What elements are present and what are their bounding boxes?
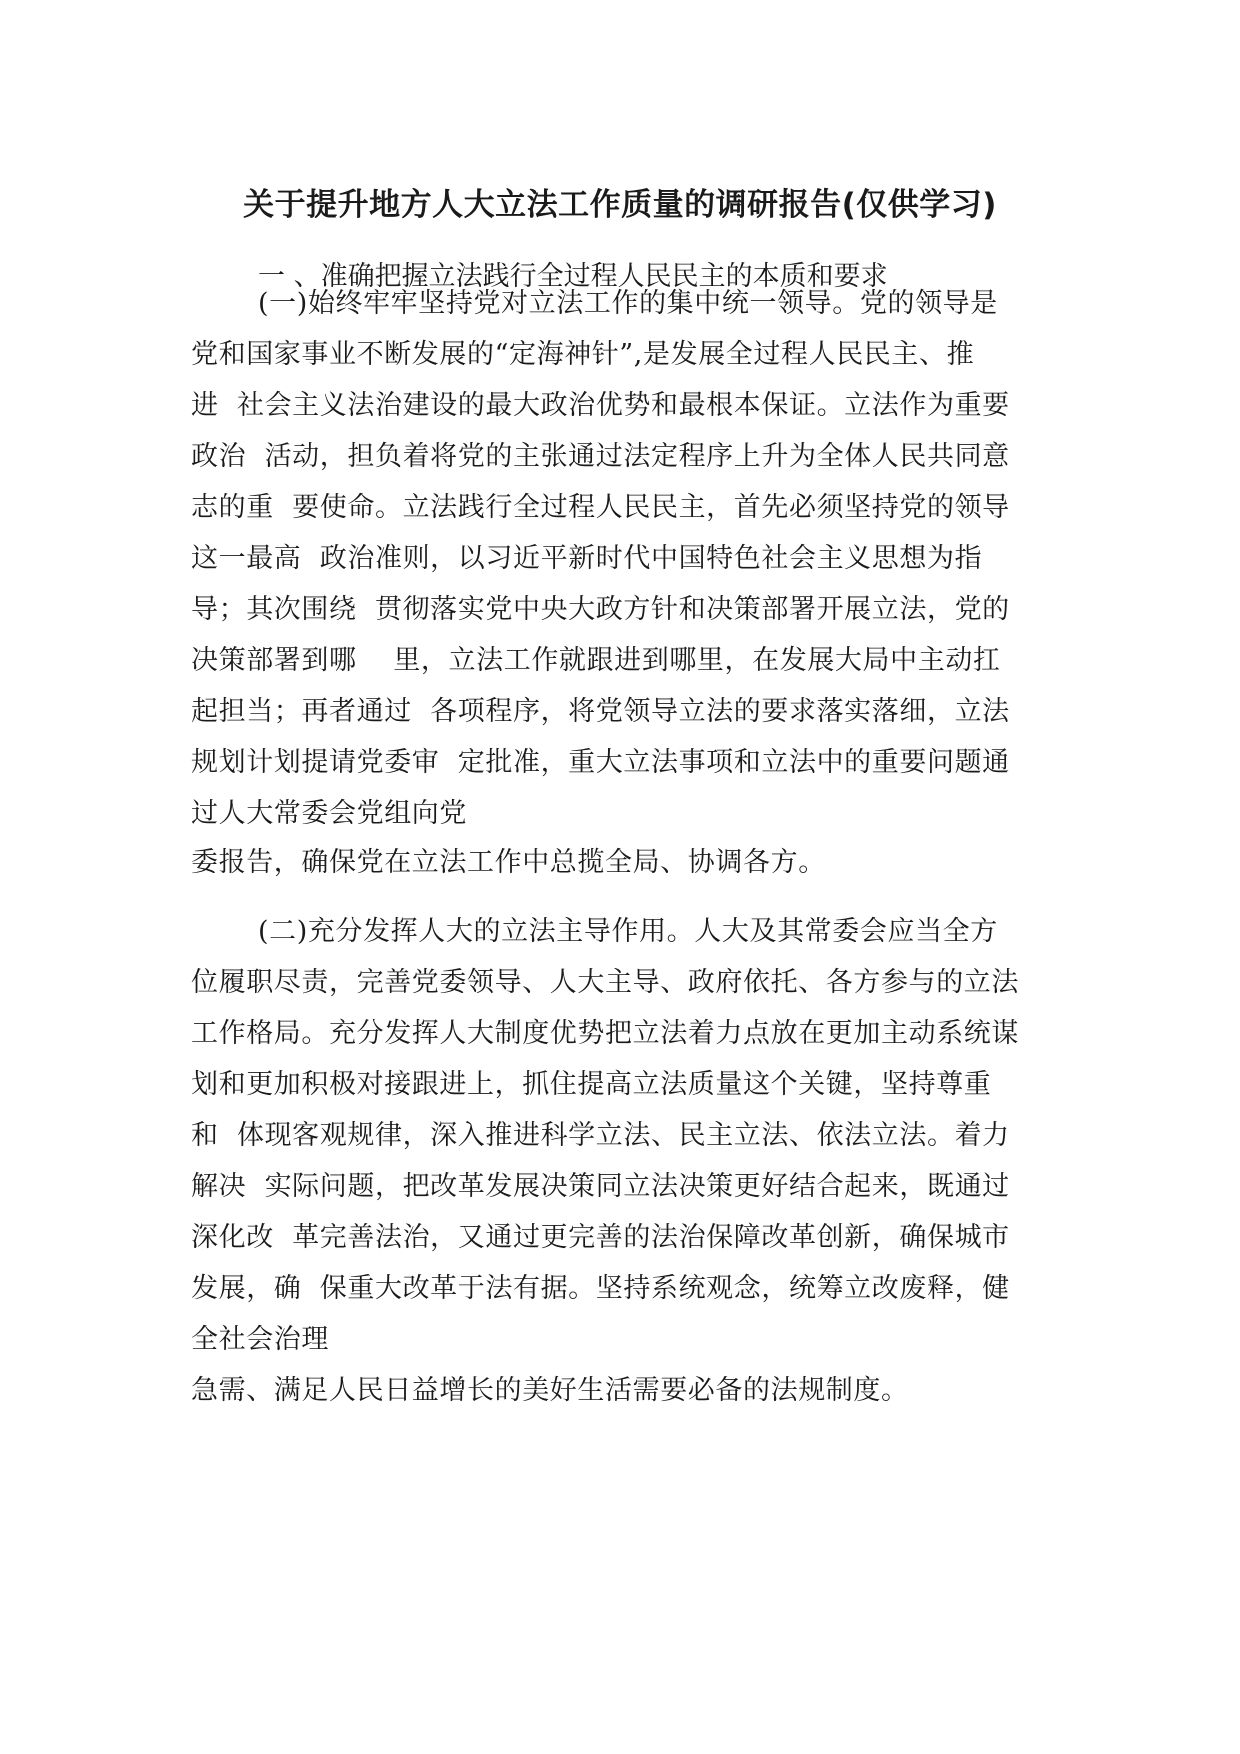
paragraph-1-line: 党和国家事业不断发展的“定海神针”,是发展全过程人民民主、推 (191, 339, 975, 370)
paragraph-1-line: 导；其次围绕 贯彻落实党中央大政方针和决策部署开展立法，党的 (191, 594, 1010, 625)
paragraph-1-line: 政治 活动，担负着将党的主张通过法定程序上升为全体人民共同意 (191, 441, 1010, 472)
paragraph-2-line: 工作格局。充分发挥人大制度优势把立法着力点放在更加主动系统谋 (191, 1018, 1019, 1049)
paragraph-2-line: 全社会治理 (191, 1324, 329, 1355)
paragraph-1-line: 起担当；再者通过 各项程序，将党领导立法的要求落实落细，立法 (191, 696, 1010, 727)
document-title: 关于提升地方人大立法工作质量的调研报告(仅供学习) (243, 187, 997, 223)
paragraph-2-line: 划和更加积极对接跟进上，抓住提高立法质量这个关键，坚持尊重 (191, 1069, 992, 1100)
paragraph-2-line: 深化改 革完善法治，又通过更完善的法治保障改革创新，确保城市 (191, 1222, 1010, 1253)
paragraph-2-line: (二)充分发挥人大的立法主导作用。人大及其常委会应当全方 (258, 916, 998, 947)
section-heading: 一 、准确把握立法践行全过程人民民主的本质和要求 (258, 261, 888, 292)
paragraph-2-line: 和 体现客观规律，深入推进科学立法、民主立法、依法立法。着力 (191, 1120, 1010, 1151)
paragraph-2-line: 急需、满足人民日益增长的美好生活需要必备的法规制度。 (191, 1375, 909, 1406)
paragraph-1-line: 这一最高 政治准则，以习近平新时代中国特色社会主义思想为指 (191, 543, 983, 574)
paragraph-1-line: (一)始终牢牢坚持党对立法工作的集中统一领导。党的领导是 (258, 288, 998, 319)
paragraph-2-line: 位履职尽责，完善党委领导、人大主导、政府依托、各方参与的立法 (191, 967, 1019, 998)
paragraph-1-line: 规划计划提请党委审 定批准，重大立法事项和立法中的重要问题通 (191, 747, 1010, 778)
paragraph-2-line: 解决 实际问题，把改革发展决策同立法决策更好结合起来，既通过 (191, 1171, 1010, 1202)
paragraph-1-line: 委报告，确保党在立法工作中总揽全局、协调各方。 (191, 847, 826, 878)
paragraph-2-line: 发展，确 保重大改革于法有据。坚持系统观念，统筹立改废释，健 (191, 1273, 1010, 1304)
paragraph-1-line: 志的重 要使命。立法践行全过程人民民主，首先必须坚持党的领导 (191, 492, 1010, 523)
paragraph-1-line: 决策部署到哪 里，立法工作就跟进到哪里，在发展大局中主动扛 (191, 645, 1001, 676)
paragraph-1-line: 进 社会主义法治建设的最大政治优势和最根本保证。立法作为重要 (191, 390, 1010, 421)
paragraph-1-line: 过人大常委会党组向党 (191, 798, 467, 829)
